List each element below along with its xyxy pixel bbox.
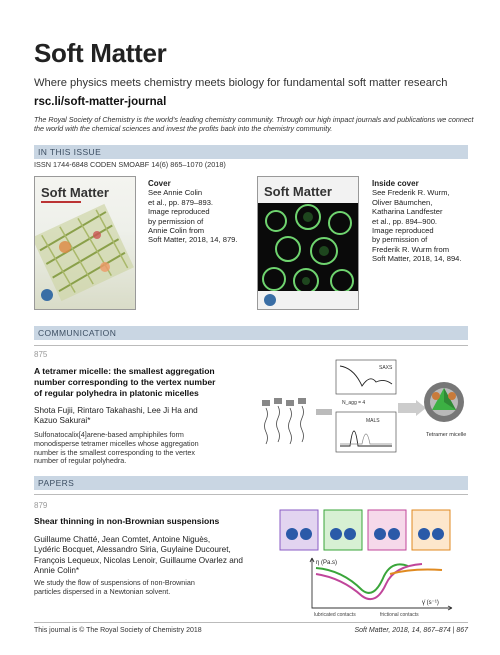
cover-caption-line: Frederik R. Wurm from [372,244,450,254]
agg-label: N_agg = 4 [342,400,366,406]
abstract-line: number is the smallest corresponding to the vertex [34,447,195,457]
journal-url[interactable]: rsc.li/soft-matter-journal [34,96,167,108]
author-line: Lydéric Bocquet, Alessandro Siria, Guylaine Ducouret, [34,545,231,555]
inside-cover-art [258,177,358,309]
cover-caption-line: Soft Matter, 2018, 14, 894. [372,254,462,264]
lubricated-label: lubricated contacts [314,612,356,616]
author-line: Guillaume Chatté, Jean Comtet, Antoine Niguès, [34,535,211,544]
title-line: A tetramer micelle: the smallest aggregation [34,366,215,376]
title-line: number corresponding to the vertex number [34,377,216,387]
cover-heading: Cover [148,179,171,188]
title-line: of regular polyhedra in platonic micelles [34,388,199,398]
viscosity-axis-label: η (Pa.s) [316,560,338,566]
cover-caption-line: et al., pp. 879–893. [148,197,214,207]
divider [34,494,468,495]
communication-graphical-abstract [258,350,468,468]
section-band-communication [34,326,468,340]
cover-caption-line: by permission of [148,216,204,226]
section-band-papers [34,476,468,490]
cover-caption-line: by permission of [372,235,428,245]
article-title[interactable] [34,366,215,399]
frictional-label: frictional contacts [380,612,419,616]
saxs-label: SAXS [379,365,393,371]
section-label: PAPERS [38,477,75,488]
abstract-line: We study the flow of suspensions of non-Brownian [34,578,195,587]
cover-caption-line: See Annie Colin [148,188,203,198]
footer-divider [34,622,468,623]
rsc-logo-icon [41,289,53,301]
author-line: François Lequeux, Nicolas Lenoir, Guillaume Ovarlez and [34,555,243,565]
tetramer-label: Tetramer micelle [426,432,467,438]
cover-caption-line: Katharina Landfester [372,207,443,217]
shear-rate-axis-label: γ̇ (s⁻¹) [422,600,439,606]
journal-tagline: Where physics meets chemistry meets biology for fundamental soft matter research [34,77,448,89]
title-line: Shear thinning in non-Brownian suspensions [34,516,220,526]
author-line: Kazuo Sakurai* [34,416,91,426]
article-page-number: 875 [34,350,48,359]
section-label: COMMUNICATION [38,327,117,338]
inside-cover-logo: Soft Matter [264,184,332,199]
article-abstract [34,431,199,466]
inside-cover-caption [372,179,462,264]
cover-caption-line: Oliver Bäumchen, [372,197,433,207]
cover-caption-line: See Frederik R. Wurm, [372,188,450,198]
abstract-line: particles dispersed in a Newtonian solvent. [34,586,171,596]
cover-image[interactable] [34,176,136,310]
author-line: Shota Fujii, Rintaro Takahashi, Lee Ji Ha and [34,406,198,415]
article-authors [34,535,243,577]
rsc-logo-icon [264,294,276,306]
divider [34,345,468,346]
cover-art [35,177,135,309]
cover-logo: Soft Matter [41,185,109,200]
article-page-number: 879 [34,501,48,510]
cover-caption-line: et al., pp. 894–900. [372,216,438,226]
footer-citation: Soft Matter, 2018, 14, 867–874 | 867 [354,627,468,634]
section-band-in-this-issue [34,145,468,159]
inside-cover-heading: Inside cover [372,179,419,188]
cover-caption-line: Annie Colin from [148,226,205,236]
journal-title: Soft Matter [34,38,167,68]
inside-cover-image[interactable] [257,176,359,310]
rsc-blurb: The Royal Society of Chemistry is the world's leading chemistry community. Through our high impact journals and publications we connect the world with the chemical sciences and invest the profits back into the chemistry community. [34,115,474,134]
author-line: Annie Colin* [34,566,80,576]
mals-label: MALS [366,418,380,424]
article-abstract [34,579,195,597]
cover-caption-line: Soft Matter, 2018, 14, 879. [148,235,238,245]
abstract-line: number of regular polyhedra. [34,456,127,466]
issn-line: ISSN 1744-6848 CODEN SMOABF 14(6) 865–1070 (2018) [34,160,226,169]
article-authors [34,406,198,427]
article-title[interactable] [34,516,219,527]
section-label: IN THIS ISSUE [38,146,102,157]
abstract-line: monodisperse tetramer micelles whose aggregation [34,438,199,448]
cover-caption-line: Image reproduced [372,226,434,236]
abstract-line: Sulfonatocalix[4]arene-based amphiphiles form [34,430,184,439]
cover-caption [148,179,238,245]
footer-copyright: This journal is © The Royal Society of Chemistry 2018 [34,627,202,634]
papers-graphical-abstract [272,504,468,616]
cover-caption-line: Image reproduced [148,207,210,217]
